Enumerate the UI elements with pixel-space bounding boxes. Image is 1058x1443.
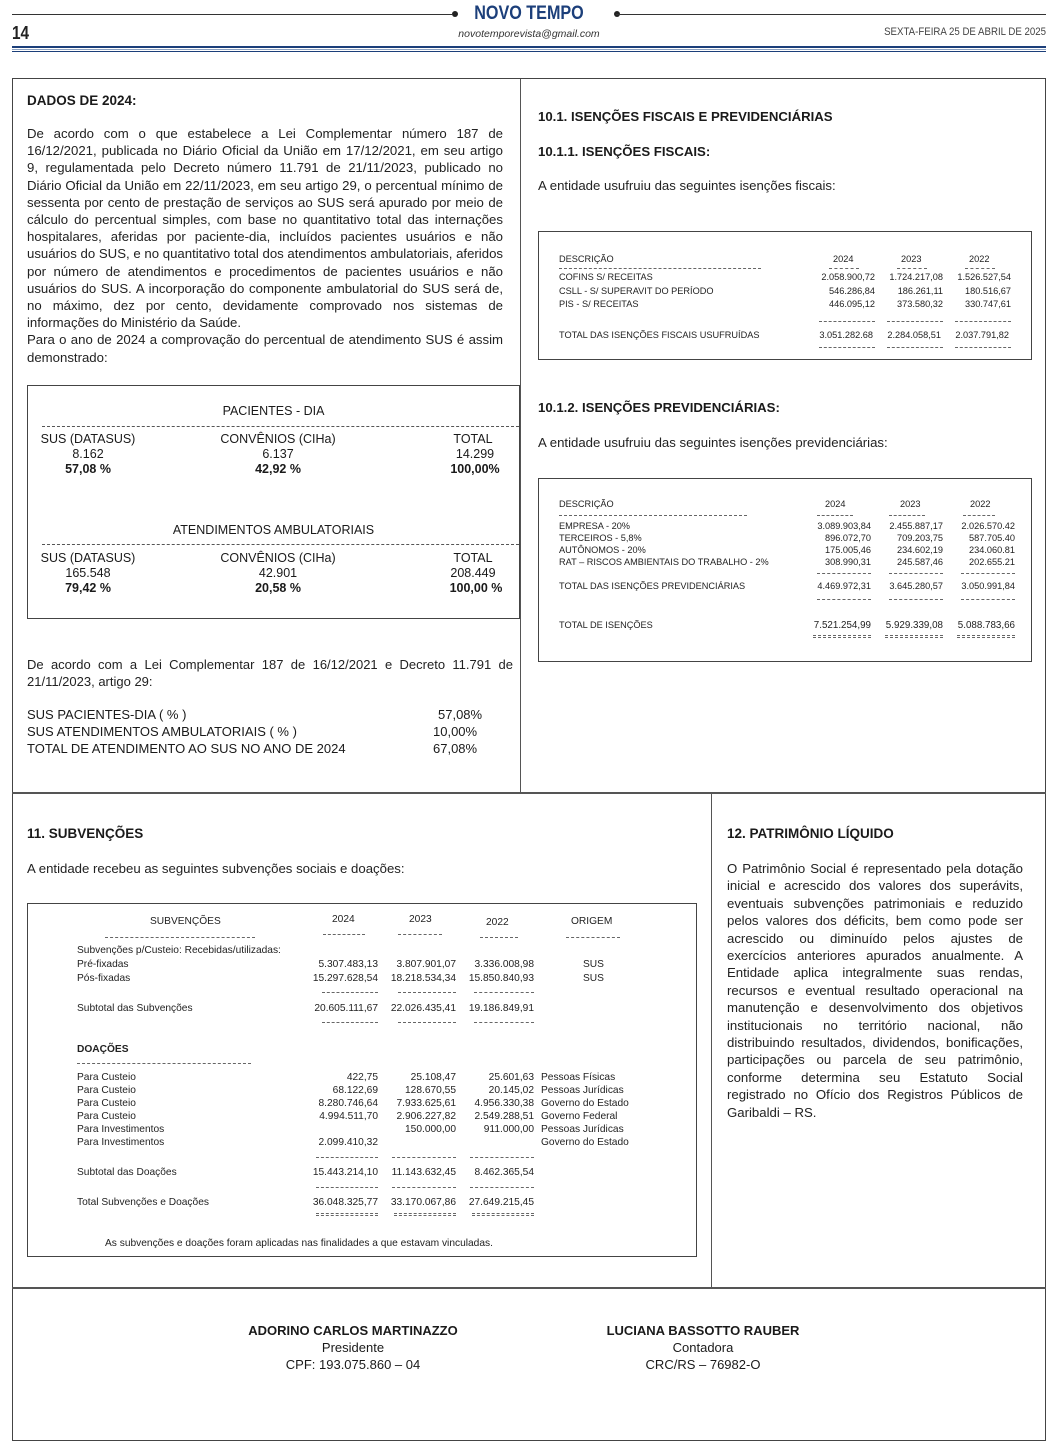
value-2022: 4.956.330,38 [474,1098,534,1109]
dash-rule [77,1063,251,1064]
value-2022: 25.601,63 [488,1072,534,1083]
column-divider-bottom [711,794,712,1288]
total-2024: 4.469.972,31 [817,581,871,591]
custeio-label-row [28,945,698,958]
row-label: Pós-fixadas [77,973,131,984]
dash-rule [961,599,1015,600]
contact-email: novotemporevista@gmail.com [458,28,600,40]
value-2022: 587.705.40 [969,533,1015,543]
table-total-row [539,581,1033,593]
pacientes-dia-values [28,447,519,462]
dash-rule [829,268,859,269]
fiscais-intro: A entidade usufruiu das seguintes isenções fiscais: [538,178,836,193]
dash-rule [819,347,875,348]
origem: Pessoas Jurídicas [541,1085,624,1096]
row-label: COFINS S/ RECEITAS [559,272,653,282]
pacientes-dia-headers [28,432,519,447]
origem: Governo do Estado [541,1137,629,1148]
total-label: TOTAL DAS ISENÇÕES FISCAIS USUFRUÍDAS [559,330,760,340]
signer-id: CRC/RS – 76982-O [645,1357,761,1372]
dash-rule [323,934,365,935]
value-2022: 20.145,02 [488,1085,534,1096]
value-2023: 7.933.625,61 [396,1098,456,1109]
column-divider-top [520,79,521,793]
total-label: Total Subvenções e Doações [77,1197,209,1208]
subtotal-2023: 22.026.435,41 [390,1003,456,1014]
dash-rule [961,573,1015,574]
percent-total: 100,00 % [449,581,503,595]
subtotal-2024: 15.443.214,10 [312,1167,378,1178]
percent-convenios: 20,58 % [255,581,301,595]
doacoes-title: DOAÇÕES [77,1044,129,1055]
doacoes-title-row [28,1044,698,1057]
dash-rule [889,573,943,574]
doacao-row [28,1137,698,1150]
percent-total: 100,00% [450,462,500,476]
total-label: TOTAL DAS ISENÇÕES PREVIDENCIÁRIAS [559,581,746,591]
dash-rule [889,599,943,600]
row-label: Para Investimentos [77,1137,165,1148]
row-label: PIS - S/ RECEITAS [559,299,639,309]
dash-rule [474,992,534,993]
value-2024: 2.099.410,32 [318,1137,378,1148]
table-row [539,286,1033,298]
row-label: Para Custeio [77,1098,136,1109]
value-2022: 202.655.21 [969,557,1015,567]
resumo-row [27,707,186,724]
subtotal-label: Subtotal das Doações [77,1167,177,1178]
table-row [28,959,698,972]
dash-rule [398,992,456,993]
resumo-value: 10,00% [433,724,478,739]
total-2024: 36.048.325,77 [312,1197,378,1208]
dash-rule [474,1022,534,1023]
header-2023: 2023 [900,499,921,509]
header-2022: 2022 [970,499,991,509]
dash-rule [398,934,442,935]
brand-title: NOVO TEMPO [474,3,584,24]
double-rule [957,635,1015,638]
subvencoes-note: As subvenções e doações foram aplicadas nas finalidades a que estavam vinculadas. [105,1238,493,1249]
dash-rule [42,544,519,545]
dash-rule [398,1022,456,1023]
note-row [28,1238,698,1251]
row-label: Para Investimentos [77,1124,165,1135]
value-2024: 15.297.628,54 [312,973,378,984]
dash-rule [559,268,761,269]
value-2022: 1.526.527,54 [957,272,1011,282]
signer-name: ADORINO CARLOS MARTINAZZO [248,1323,458,1338]
subtotal-doacoes-row [28,1167,698,1180]
percent-convenios: 42,92 % [255,462,301,476]
header-2022: 2022 [486,917,509,928]
header-descricao: DESCRIÇÃO [559,254,614,264]
header-2024: 2024 [833,254,854,264]
dash-rule [322,1022,378,1023]
header-divider [12,46,1046,48]
total-2022: 27.649.215,45 [468,1197,534,1208]
previdenciarias-table [539,479,1033,663]
dash-rule [889,515,925,516]
fiscais-title: 10.1.1. ISENÇÕES FISCAIS: [538,144,711,159]
dash-rule [316,1187,378,1188]
signer-role: Presidente [321,1340,385,1355]
value-2023: 373.580,32 [897,299,943,309]
value-2023: 2.906.227,82 [396,1111,456,1122]
total-2023: 33.170.067,86 [390,1197,456,1208]
dash-rule [105,937,255,938]
dados-title: DADOS DE 2024: [27,93,137,108]
total-2023: 2.284.058,51 [887,330,941,340]
subvencoes-intro: A entidade recebeu as seguintes subvenções sociais e doações: [27,861,405,876]
grand-total-2022: 5.088.783,66 [957,620,1015,631]
value-2023: 186.261,11 [897,286,943,296]
percent-sus: 79,42 % [65,581,111,595]
row-label: RAT – RISCOS AMBIENTAIS DO TRABALHO - 2% [559,557,769,567]
resumo-label: SUS ATENDIMENTOS AMBULATORIAIS ( % ) [27,724,297,739]
signer-name: LUCIANA BASSOTTO RAUBER [606,1323,800,1338]
double-rule [472,1213,534,1216]
value-2023: 1.724.217,08 [889,272,943,282]
dash-rule [887,321,943,322]
resumo-value: 67,08% [433,741,478,756]
value-sus: 8.162 [72,447,104,461]
grand-total-label: TOTAL DE ISENÇÕES [559,620,653,630]
total-2022: 2.037.791,82 [955,330,1009,340]
origem: Pessoas Físicas [541,1072,616,1083]
value-2024: 446.095,12 [829,299,875,309]
dash-rule [566,937,620,938]
dash-rule [316,1157,378,1158]
dash-rule [819,321,875,322]
col-total: TOTAL [453,551,493,565]
value-total: 14.299 [455,447,495,461]
header-divider-bottom [12,51,1046,52]
col-sus: SUS (DATASUS) [40,551,136,565]
value-2024: 4.994.511,70 [319,1111,378,1122]
signature-president [213,1322,493,1373]
value-total: 208.449 [450,566,496,580]
value-2023: 709.203,75 [897,533,943,543]
dash-rule [322,992,378,993]
value-2022: 234.060.81 [969,545,1015,555]
header-2022: 2022 [969,254,990,264]
table-header-row [539,254,1033,266]
previdenciarias-table-box [538,478,1032,662]
doacao-row [28,1124,698,1137]
subtotal-2022: 8.462.365,54 [474,1167,534,1178]
value-2022: 2.549.288,51 [474,1111,534,1122]
doacao-row [28,1111,698,1124]
value-2022: 2.026.570.42 [961,521,1015,531]
header-2024: 2024 [332,914,355,925]
double-rule [885,635,943,638]
resumo-value: 57,08% [438,707,483,722]
isencoes-title: 10.1. ISENÇÕES FISCAIS E PREVIDENCIÁRIAS [538,109,833,124]
table-header-row [539,499,1033,511]
dash-rule [480,937,518,938]
table-row [539,521,1033,533]
grand-total-2024: 7.521.254,99 [813,620,871,631]
value-2023: 150.000,00 [405,1124,456,1135]
previdenciarias-intro: A entidade usufruiu das seguintes isenções previdenciárias: [538,435,888,450]
row-label: Para Custeio [77,1072,136,1083]
value-convenios: 42.901 [258,566,298,580]
origem: Governo Federal [541,1111,618,1122]
value-2024: 68.122,69 [332,1085,378,1096]
table-row [539,533,1033,545]
value-2022: 15.850.840,93 [468,973,534,984]
subtotal-2022: 19.186.849,91 [468,1003,534,1014]
subtotal-row [28,1003,698,1016]
value-2023: 3.807.901,07 [396,959,456,970]
table-row [539,299,1033,311]
patrimonio-text [727,860,1023,1121]
pacientes-dia-title: PACIENTES - DIA [222,404,325,418]
subvencoes-title: 11. SUBVENÇÕES [27,826,144,841]
header-subvencoes: SUBVENÇÕES [150,916,221,927]
fiscais-table-box [538,231,1032,360]
dados-text [27,125,503,366]
double-rule [394,1213,456,1216]
col-convenios: CONVÊNIOS (CIHa) [220,432,336,446]
ambulatoriais-title: ATENDIMENTOS AMBULATORIAIS [172,523,375,537]
ambulatoriais-values [28,566,519,581]
value-2022: 3.336.008,98 [474,959,534,970]
previdenciarias-title: 10.1.2. ISENÇÕES PREVIDENCIÁRIAS: [538,400,780,415]
value-2023: 128.670,55 [405,1085,456,1096]
row-divider-2 [12,1287,1046,1289]
dash-rule [392,1187,456,1188]
row-label: AUTÔNOMOS - 20% [559,545,646,555]
ambulatoriais-headers [28,551,519,566]
percent-sus: 57,08 % [65,462,111,476]
sus-percent-box [27,385,520,619]
ambulatoriais-percents [28,581,519,596]
dash-rule [817,573,871,574]
value-2022: 330.747,61 [965,299,1011,309]
value-2024: 896.072,70 [825,533,871,543]
table-header-row [28,916,698,929]
total-2022: 3.050.991,84 [961,581,1015,591]
value-2024: 5.307.483,13 [318,959,378,970]
row-label: CSLL - S/ SUPERAVIT DO PERÍODO [559,286,714,296]
doacao-row [28,1085,698,1098]
row-label: Para Custeio [77,1085,136,1096]
dash-rule [817,599,871,600]
value-2024: 546.286,84 [829,286,875,296]
dash-rule [955,321,1011,322]
header-divider-thin [12,49,1046,50]
header-2023: 2023 [901,254,922,264]
value-2023: 25.108,47 [410,1072,456,1083]
page-number: 14 [12,23,30,43]
table-row [539,557,1033,569]
value-2024: 2.058.900,72 [821,272,875,282]
row-label: EMPRESA - 20% [559,521,630,531]
dash-rule [965,268,995,269]
subtotal-label: Subtotal das Subvenções [77,1003,193,1014]
dash-rule [897,268,927,269]
double-rule [316,1213,378,1216]
subtotal-2023: 11.143.632,45 [391,1167,456,1178]
value-2024: 3.089.903,84 [817,521,871,531]
dados-paragraph-2: Para o ano de 2024 a comprovação do percentual de atendimento SUS é assim demonstrado: [27,332,503,365]
col-total: TOTAL [453,432,493,446]
dash-rule [559,515,747,516]
dash-rule [963,515,995,516]
table-row [539,272,1033,284]
row-label: Para Custeio [77,1111,136,1122]
origem: Pessoas Jurídicas [541,1124,624,1135]
table-row [28,973,698,986]
resumo-row [27,724,297,741]
custeio-label: Subvenções p/Custeio: Recebidas/utilizadas: [77,945,281,956]
signer-id: CPF: 193.075.860 – 04 [285,1357,421,1372]
value-2024: 308.990,31 [825,557,871,567]
origem: Governo do Estado [541,1098,629,1109]
total-row [28,1197,698,1210]
signer-role: Contadora [672,1340,734,1355]
value-2024: 8.280.746,64 [318,1098,378,1109]
dash-rule [955,347,1011,348]
header-origem: ORIGEM [571,916,613,927]
patrimonio-title: 12. PATRIMÔNIO LÍQUIDO [727,826,894,841]
subtotal-2024: 20.605.111,67 [314,1003,378,1014]
value-2024: 175.005,46 [825,545,871,555]
value-2022: 180.516,67 [965,286,1011,296]
subvencoes-table [28,904,698,1258]
row-divider-1 [12,792,1046,794]
resumo-label: SUS PACIENTES-DIA ( % ) [27,707,187,722]
issue-date: SEXTA-FEIRA 25 DE ABRIL DE 2025 [884,26,1046,38]
value-2024: 422,75 [346,1072,378,1083]
fiscais-table [539,232,1033,361]
dados-paragraph-1: De acordo com o que estabelece a Lei Complementar número 187 de 16/12/2021, publicada no Diário Oficial da União em 17/12/2021, em seu artigo 9, regulamentada pelo Decreto número 11.791 de 21/11/2023, publicado no Diário Oficial da União em 22/11/2023, em seu artigo 29, o percentual mínimo de sessenta por cento de prestação de serviços ao SUS será apurado por meio de cálculo do percentual simples, com base no quantitativo total das internações hospitalares, aferidas por paciente-dia, incluídos pacientes usuários e não usuários do SUS, e no quantitativo total dos atendimentos ambulatoriais, aferidos por número de atendimentos e procedimentos de pacientes usuários e não usuários do SUS. A incorporação do componente ambulatorial do SUS será de, no máximo, dez por cento, devidamente comprovado nos sistemas de informações do Ministério da Saúde. [27,126,503,331]
value-2023: 2.455.887,17 [889,521,943,531]
col-convenios: CONVÊNIOS (CIHa) [220,551,336,565]
dash-rule [470,1187,534,1188]
signature-accountant [563,1322,843,1373]
col-sus: SUS (DATASUS) [40,432,136,446]
grand-total-row [539,620,1033,632]
resumo-row [27,741,346,758]
dash-rule [817,515,853,516]
total-2024: 3.051.282.68 [819,330,873,340]
value-sus: 165.548 [65,566,111,580]
header-2023: 2023 [409,914,432,925]
value-2023: 234.602,19 [897,545,943,555]
row-label: Pré-fixadas [77,959,129,970]
origem: SUS [583,959,604,970]
dash-rule [392,1157,456,1158]
pacientes-dia-percents [28,462,519,477]
grand-total-2023: 5.929.339,08 [885,620,943,631]
value-convenios: 6.137 [262,447,294,461]
dash-rule [470,1157,534,1158]
resumo-label: TOTAL DE ATENDIMENTO AO SUS NO ANO DE 2024 [27,741,346,756]
dash-rule [887,347,943,348]
dash-rule [42,426,519,427]
value-2023: 245.587,46 [897,557,943,567]
subvencoes-table-box [27,903,697,1257]
value-2022: 911.000,00 [483,1124,534,1135]
total-2023: 3.645.280,57 [889,581,943,591]
patrimonio-paragraph: O Patrimônio Social é representado pela dotação inicial e acrescido dos valores dos superávits, eventuais subvenções patrimoniais e reduzido pelos valores dos déficits, bem como pode ser acrescido ou diminuído pelos ajustes de exercícios anteriores apurados anualmente. A Entidade aplica integralmente suas rendas, recursos e eventual resultado operacional na manutenção e desenvolvimento dos objetivos institucionais no território nacional, não distribuindo resultados, dividendos, bonificações, participações ou parcela de seu patrimônio, conforme determina seu Estatuto Social registrado no Ofício dos Registros Públicos de Garibaldi – RS. [727,861,1023,1120]
origem: SUS [583,973,604,984]
value-2023: 18.218.534,34 [390,973,456,984]
doacao-row [28,1072,698,1085]
doacao-row [28,1098,698,1111]
row-label: TERCEIROS - 5,8% [559,533,642,543]
header-2024: 2024 [825,499,846,509]
header-descricao: DESCRIÇÃO [559,499,614,509]
double-rule [813,635,871,638]
table-row [539,545,1033,557]
table-total-row [539,330,1033,342]
resumo-intro: De acordo com a Lei Complementar 187 de 16/12/2021 e Decreto 11.791 de 21/11/2023, artigo 29: [27,657,513,690]
